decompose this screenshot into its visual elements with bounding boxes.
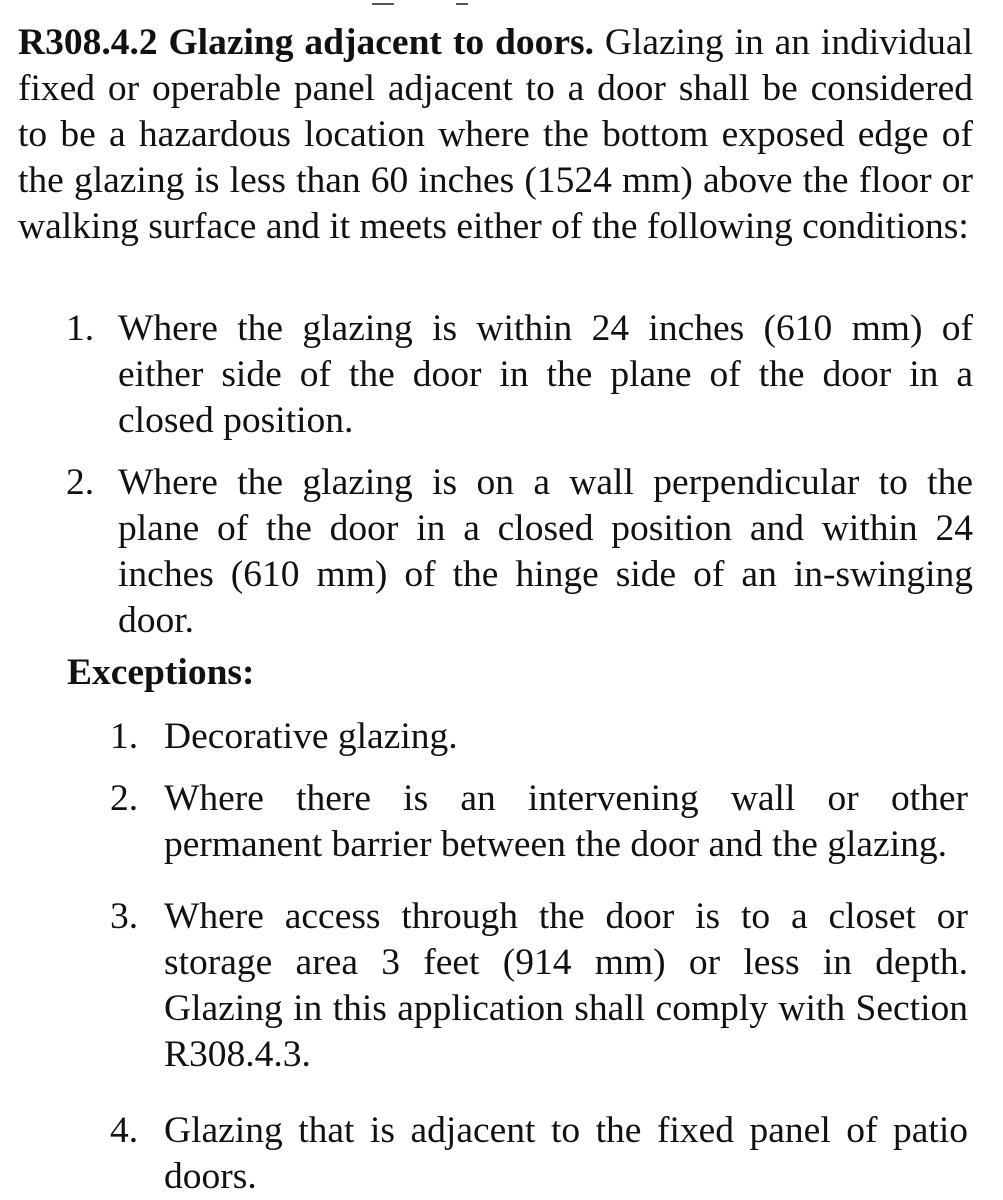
condition-number: 1. — [66, 308, 95, 349]
exception-text: Decorative glazing. — [164, 716, 458, 757]
condition-number: 2. — [66, 462, 95, 503]
exception-item — [110, 1108, 968, 1200]
exception-number: 4. — [110, 1110, 139, 1151]
exception-text: Where access through the door is to a closet or storage area 3 feet (914 mm) or less in depth. Glazing in this application shall comply with Section R308.4.3. — [164, 896, 968, 1075]
exception-text: Glazing that is adjacent to the fixed panel of patio doors. — [164, 1110, 968, 1197]
section-heading: R308.4.2 Glazing adjacent to doors. — [18, 22, 594, 63]
exception-item — [110, 894, 968, 1078]
condition-item — [66, 306, 973, 444]
section-paragraph — [18, 20, 973, 250]
exception-number: 3. — [110, 896, 139, 937]
exception-number: 1. — [110, 716, 139, 757]
condition-text: Where the glazing is on a wall perpendicular to the plane of the door in a closed position and within 24 inches (610 mm) of the hinge side of an in-swinging door. — [118, 462, 973, 641]
exception-item — [110, 776, 968, 868]
condition-text: Where the glazing is within 24 inches (610 mm) of either side of the door in the plane of the door in a closed position. — [118, 308, 973, 441]
condition-item — [66, 460, 973, 644]
edge-mark — [456, 3, 468, 5]
conditions-list — [66, 306, 973, 644]
exception-number: 2. — [110, 778, 139, 819]
exceptions-list — [110, 714, 968, 1200]
exception-text: Where there is an intervening wall or other permanent barrier between the door and the glazing. — [164, 778, 968, 865]
top-edge-marks — [0, 0, 1003, 12]
section-body: Glazing in an individual fixed or operable panel adjacent to a door shall be considered to be a hazardous location where the bottom exposed edge of the glazing is less than 60 inches (1524 mm) above the floor or walking surface and it meets either of the following conditions: — [18, 22, 973, 247]
exceptions-heading: Exceptions: — [67, 652, 255, 693]
exception-item — [110, 714, 968, 760]
edge-mark — [372, 3, 394, 5]
